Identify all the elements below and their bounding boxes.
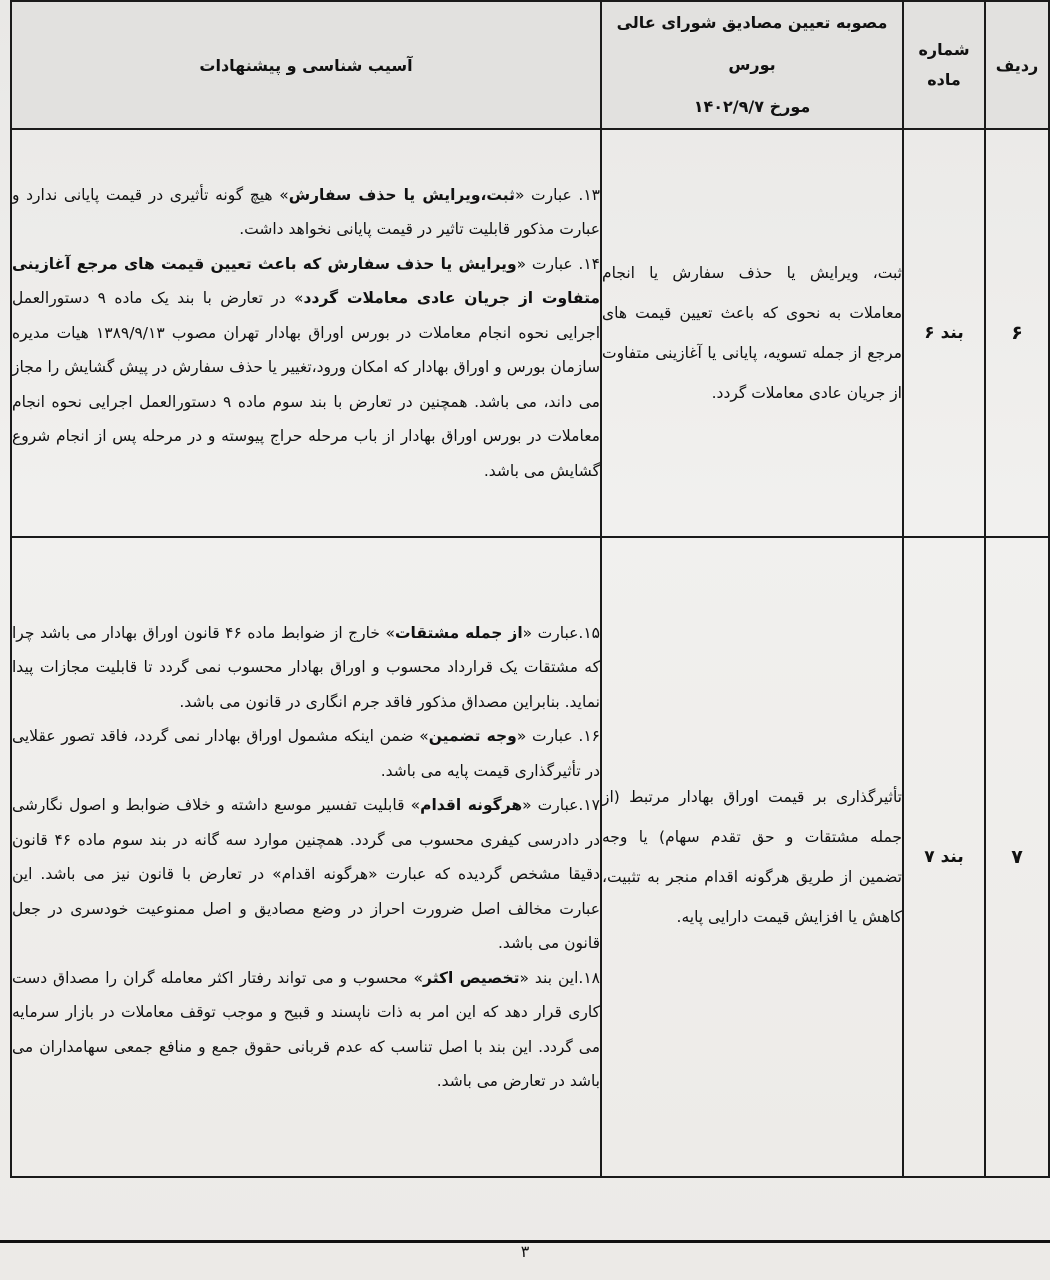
row-asib: [11, 129, 601, 537]
regulation-table: [10, 0, 1050, 1178]
list-item: ۱۴. عبارت «ویرایش یا حذف سفارش که باعث تعیین قیمت های مرجع آغازینی متفاوت از جریان عادی معاملات گردد» در تعارض با بند یک ماده ۹ دستورالعمل اجرایی نحوه انجام معاملات در بورس اوراق بهادار تهران مصوب ۱۳۸۹/۹/۱۳ هیات مدیره سازمان بورس و اوراق بهادار که امکان ورود،تغییر یا حذف سفارش در پیش گشایش را مجاز می داند، می باشد. همچنین در تعارض با بند سوم ماده ۹ دستورالعمل اجرایی نحوه انجام معاملات در بورس اوراق بهادار از باب مرحله حراج پیوسته و در مرحله پس از انجام شروع گشایش می باشد.: [12, 254, 600, 480]
row-band: بند ۷: [903, 537, 985, 1177]
row-mosavabe: تأثیرگذاری بر قیمت اوراق بهادار مرتبط (از جمله مشتقات و حق تقدم سهام) یا وجه تضمین از طریق هرگونه اقدام منجر به تثبیت، کاهش یا افزایش قیمت دارایی پایه.: [601, 537, 903, 1177]
row-band: بند ۶: [903, 129, 985, 537]
header-mosavabe-title: مصوبه تعیین مصادیق شورای عالی بورس: [616, 13, 888, 74]
row-number: ۶: [985, 129, 1049, 537]
row-asib: [11, 537, 601, 1177]
table-row: [11, 129, 1049, 537]
list-item: ۱۶. عبارت «وجه تضمین» ضمن اینکه مشمول اوراق بهادار نمی گردد، فاقد تصور عقلایی در تأثیرگذاری قیمت پایه می باشد.: [12, 727, 600, 780]
header-asib: آسیب شناسی و پیشنهادات: [11, 1, 601, 129]
list-item: ۱۵.عبارت «از جمله مشتقات» خارج از ضوابط ماده ۴۶ قانون اوراق بهادار می باشد چرا که مشتقات یک قرارداد محسوب و اوراق بهادار محسوب نمی گردد تا قابلیت مجازات پیدا نماید. بنابراین مصداق مذکور فاقد جرم انگاری در قانون می باشد.: [12, 623, 600, 711]
table-row: [11, 537, 1049, 1177]
list-item: ۱۳. عبارت «ثبت،ویرایش یا حذف سفارش» هیچ گونه تأثیری در قیمت پایانی ندارد و عبارت مذکور قابلیت تاثیر در قیمت پایانی نخواهد داشت.: [12, 185, 600, 239]
list-item: ۱۸.این بند «تخصیص اکثر» محسوب و می تواند رفتار اکثر معامله گران را مصداق دست کاری قرار دهد که این امر به ذات ناپسند و قبیح و موجب توقف معاملات در بازار سرمایه می گردد. این بند با اصل تناسب که عدم قربانی حقوق جمع و منافع جمعی سهامداران می باشد در تعارض می باشد.: [12, 968, 601, 1090]
header-shomare-line2: ماده: [927, 70, 961, 89]
row-mosavabe: ثبت، ویرایش یا حذف سفارش یا انجام معاملات به نحوی که باعث تعیین قیمت های مرجع از جمله تسویه، پایانی یا آغازینی متفاوت از جریان عادی معاملات گردد.: [601, 129, 903, 537]
header-shomare: [903, 1, 985, 129]
header-mosavabe-date: مورخ ۱۴۰۲/۹/۷: [693, 97, 811, 116]
table-header-row: [11, 1, 1049, 129]
list-item: ۱۷.عبارت «هرگونه اقدام» قابلیت تفسیر موسع داشته و خلاف ضوابط و اصول نگارشی در دادرسی کیفری محسوب می گردد. همچنین موارد سه گانه در بند سوم ماده ۴۶ قانون دقیقا مشخص گردیده که عبارت «هرگونه اقدام» در تعارض با قانون نیز می باشد. این عبارت مخالف اصل ضرورت احراز در وضع مصادیق و اصل ممنوعیت خودسری در جعل قانون می باشد.: [12, 796, 601, 952]
header-shomare-line1: شماره: [918, 40, 970, 59]
header-mosavabe: [601, 1, 903, 129]
row-number: ۷: [985, 537, 1049, 1177]
header-radif: ردیف: [985, 1, 1049, 129]
page-number: ۳: [520, 1242, 530, 1261]
